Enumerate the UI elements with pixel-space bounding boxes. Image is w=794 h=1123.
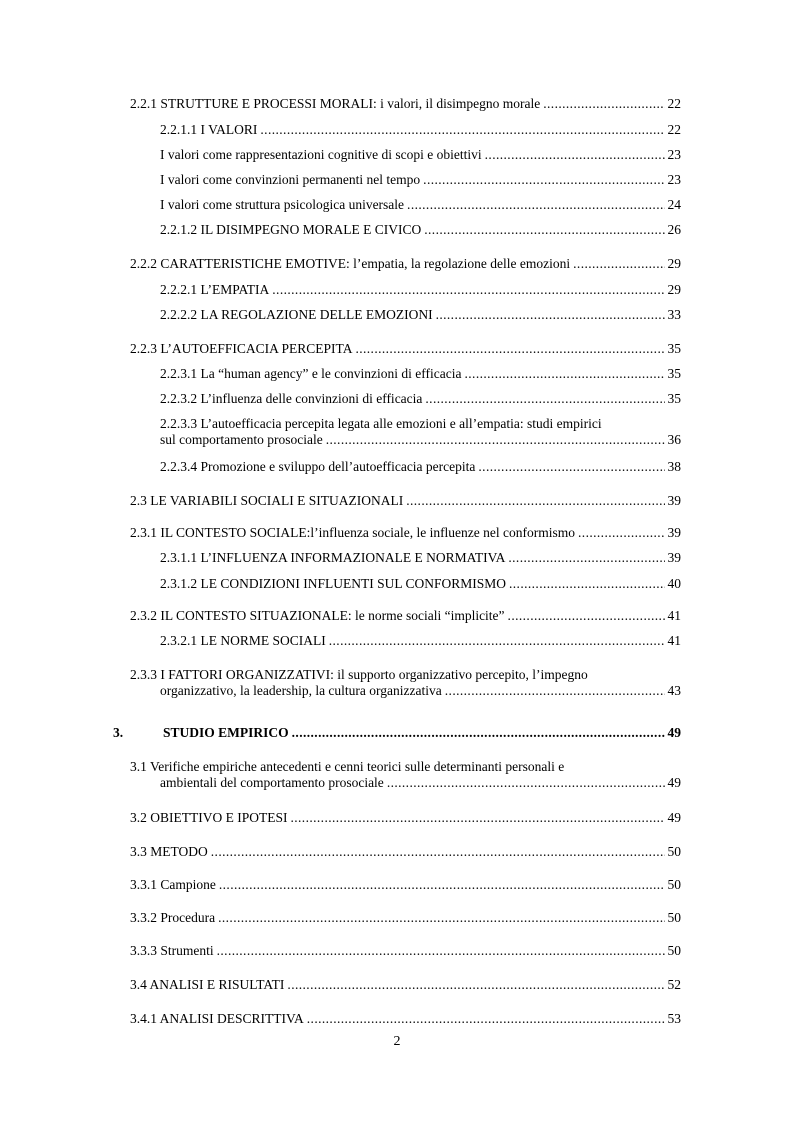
toc-entry-page: 50 xyxy=(667,943,681,958)
toc-entry-page: 26 xyxy=(667,222,681,237)
toc-entry xyxy=(130,810,681,826)
toc-entry xyxy=(160,459,681,475)
toc-entry-title-continued: organizzativo, la leadership, la cultura organizzativa xyxy=(160,683,442,698)
toc-entry xyxy=(130,525,681,541)
toc-entry-page: 35 xyxy=(667,341,681,356)
toc-entry-title: 2.2.2 CARATTERISTICHE EMOTIVE: l’empatia, la regolazione delle emozioni xyxy=(130,256,571,271)
toc-entry-title: 2.2.3 L’AUTOEFFICACIA PERCEPITA xyxy=(130,341,353,356)
toc-entry xyxy=(130,877,681,893)
toc-entry-page: 23 xyxy=(667,147,681,162)
toc-entry-page: 29 xyxy=(667,256,681,271)
toc-entry-title: 2.2.1 STRUTTURE E PROCESSI MORALI: i valori, il disimpegno morale xyxy=(130,96,541,111)
toc-entry xyxy=(160,307,681,323)
toc-entry-title: 2.2.1.1 I VALORI xyxy=(160,122,258,137)
toc-entry-title-continued: sul comportamento prosociale xyxy=(160,432,323,447)
toc-entry-page: 49 xyxy=(667,810,681,825)
toc-entry-title: 3.4.1 ANALISI DESCRITTIVA xyxy=(130,1011,304,1026)
toc-entry xyxy=(160,416,681,448)
toc-entry-page: 53 xyxy=(667,1011,681,1026)
toc-entry-title: 2.2.2.2 LA REGOLAZIONE DELLE EMOZIONI xyxy=(160,307,433,322)
toc-entry xyxy=(130,341,681,357)
toc-entry-title: 2.3.3 I FATTORI ORGANIZZATIVI: il supporto organizzativo percepito, l’impegno xyxy=(130,667,588,682)
toc-entry-title: 2.3.2.1 LE NORME SOCIALI xyxy=(160,633,326,648)
toc-entry xyxy=(130,256,681,272)
toc-entry-title: 3.3.1 Campione xyxy=(130,877,216,892)
toc-entry xyxy=(130,759,681,791)
toc-entry xyxy=(160,550,681,566)
toc-entry xyxy=(160,122,681,138)
toc-entry-page: 39 xyxy=(667,525,681,540)
toc-entry-page: 39 xyxy=(667,550,681,565)
toc-entry xyxy=(160,222,681,238)
page-number: 2 xyxy=(393,1034,401,1049)
toc-entry-title: 2.3.2 IL CONTESTO SITUAZIONALE: le norme sociali “implicite” xyxy=(130,608,505,623)
toc-entry-title: 2.3.1.2 LE CONDIZIONI INFLUENTI SUL CONFORMISMO xyxy=(160,576,506,591)
toc-entry xyxy=(130,96,681,112)
toc-entry-page: 24 xyxy=(667,197,681,212)
toc-entry-title: I valori come convinzioni permanenti nel tempo xyxy=(160,172,421,187)
toc-entry-page: 29 xyxy=(667,282,681,297)
toc-entry xyxy=(130,667,681,699)
toc-entry xyxy=(160,576,681,592)
toc-entry-title: I valori come struttura psicologica universale xyxy=(160,197,405,212)
toc-entry-title: 3.3.3 Strumenti xyxy=(130,943,214,958)
toc-entry xyxy=(130,1011,681,1027)
toc-entry-page: 23 xyxy=(667,172,681,187)
toc-entry-page: 43 xyxy=(667,683,681,698)
chapter-number: 3. xyxy=(113,725,124,740)
toc-entry-page: 22 xyxy=(667,96,681,111)
toc-entry-title: 3.2 OBIETTIVO E IPOTESI xyxy=(130,810,288,825)
toc-entry-title: 2.2.2.1 L’EMPATIA xyxy=(160,282,270,297)
toc-entry-title: I valori come rappresentazioni cognitive di scopi e obiettivi xyxy=(160,147,482,162)
toc-entry-page: 49 xyxy=(667,775,681,790)
toc-entry-page: 49 xyxy=(667,725,681,740)
toc-chapter-entry xyxy=(113,725,681,741)
toc-entry xyxy=(160,172,681,188)
toc-entry-title: 2.3 LE VARIABILI SOCIALI E SITUAZIONALI xyxy=(130,493,404,508)
toc-entry-page: 39 xyxy=(667,493,681,508)
toc-entry xyxy=(160,197,681,213)
toc-entry xyxy=(130,844,681,860)
toc-entry-page: 41 xyxy=(667,608,681,623)
toc-entry-page: 36 xyxy=(667,432,681,447)
toc-entry xyxy=(130,608,681,624)
toc-entry xyxy=(160,282,681,298)
toc-entry xyxy=(160,366,681,382)
toc-entry-page: 33 xyxy=(667,307,681,322)
toc-entry-title: 2.3.1.1 L’INFLUENZA INFORMAZIONALE E NORMATIVA xyxy=(160,550,506,565)
toc-entry-title: 2.2.3.2 L’influenza delle convinzioni di efficacia xyxy=(160,391,423,406)
toc-entry-page: 41 xyxy=(667,633,681,648)
toc-entry-page: 38 xyxy=(667,459,681,474)
toc-entry-page: 35 xyxy=(667,391,681,406)
toc-entry-title: 2.2.1.2 IL DISIMPEGNO MORALE E CIVICO xyxy=(160,222,422,237)
toc-entry-title: 2.2.3.1 La “human agency” e le convinzioni di efficacia xyxy=(160,366,462,381)
toc-entry-title: STUDIO EMPIRICO xyxy=(163,725,289,740)
toc-entry-page: 52 xyxy=(667,977,681,992)
toc-entry xyxy=(160,147,681,163)
toc-entry-title: 2.2.3.4 Promozione e sviluppo dell’autoefficacia percepita xyxy=(160,459,476,474)
toc-entry-title: 3.3 METODO xyxy=(130,844,208,859)
toc-entry-page: 50 xyxy=(667,910,681,925)
toc-entry-title: 3.4 ANALISI E RISULTATI xyxy=(130,977,285,992)
toc-entry-page: 50 xyxy=(667,844,681,859)
toc-entry-page: 35 xyxy=(667,366,681,381)
toc-entry-title: 2.3.1 IL CONTESTO SOCIALE:l’influenza sociale, le influenze nel conformismo xyxy=(130,525,576,540)
toc-entry xyxy=(130,910,681,926)
toc-entry-page: 22 xyxy=(667,122,681,137)
toc-entry-title: 3.1 Verifiche empiriche antecedenti e cenni teorici sulle determinanti personali e xyxy=(130,759,565,774)
toc-entry xyxy=(130,493,681,509)
toc-entry-page: 50 xyxy=(667,877,681,892)
toc-entry-title: 2.2.3.3 L’autoefficacia percepita legata alle emozioni e all’empatia: studi empirici xyxy=(160,416,602,431)
toc-entry-page: 40 xyxy=(667,576,681,591)
toc-entry xyxy=(130,977,681,993)
toc-entry xyxy=(130,943,681,959)
toc-entry xyxy=(160,391,681,407)
toc-entry xyxy=(160,633,681,649)
toc-entry-title: 3.3.2 Procedura xyxy=(130,910,216,925)
toc-entry-title-continued: ambientali del comportamento prosociale xyxy=(160,775,384,790)
